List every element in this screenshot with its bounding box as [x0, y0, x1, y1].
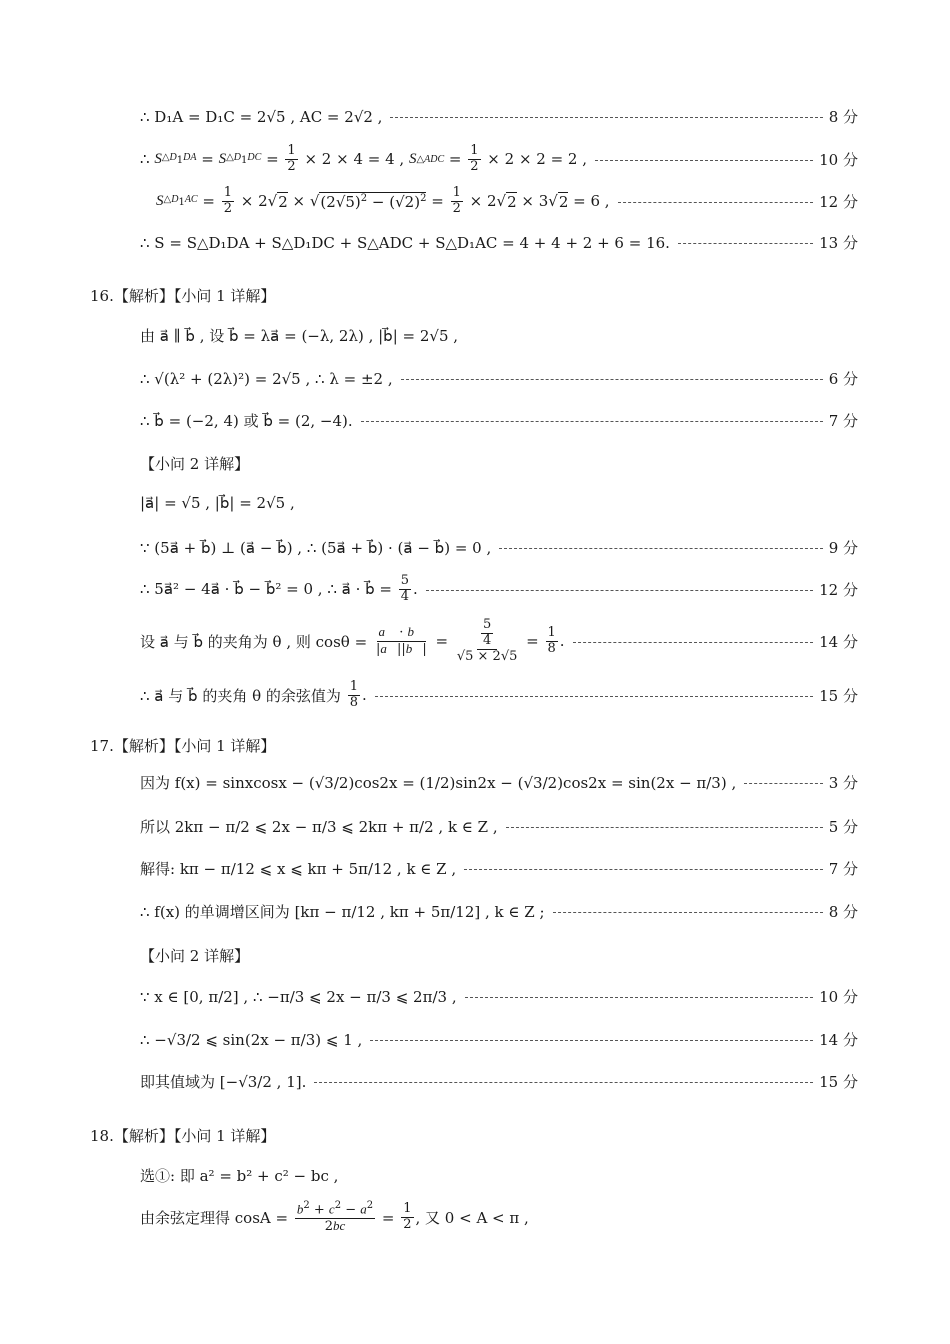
solution-line	[140, 232, 858, 253]
score-mark: 9 分	[828, 539, 858, 557]
solution-line	[140, 106, 858, 127]
solution-line	[140, 816, 858, 837]
dashed-leader	[465, 997, 814, 998]
math-expression: ∴ S $\triangle D_1DA$ = S $\triangle D_1DC$ = $\frac{1}{2}$ × 2 × 4 = 4 , S △ADC = $\frac{1}{2}$ × 2 × 2 = 2 ,	[140, 143, 588, 174]
score-mark: 15 分	[819, 686, 858, 705]
math-expression: |a⃗| = √5 , |b⃗| = 2√5 ,	[140, 494, 295, 512]
dashed-leader	[314, 1082, 813, 1083]
solution-line	[140, 1029, 858, 1050]
solution-line	[140, 574, 858, 605]
score-mark: 12 分	[819, 580, 858, 599]
solution-line	[140, 1165, 858, 1186]
solution-line	[140, 368, 858, 389]
math-expression: 因为 f(x) = sinxcosx − (√3/2)cos2x = (1/2)sin2x − (√3/2)cos2x = sin(2x − π/3) ,	[140, 774, 737, 792]
math-expression: ∴ b⃗ = (−2, 4) 或 b⃗ = (2, −4).	[140, 412, 353, 430]
math-expression: 解得: kπ − π/12 ⩽ x ⩽ kπ + 5π/12 , k ∈ Z ,	[140, 860, 457, 878]
math-expression: 选①: 即 a² = b² + c² − bc ,	[140, 1167, 339, 1185]
math-expression: ∴ f(x) 的单调增区间为 [kπ − π/12 , kπ + 5π/12] , k ∈ Z ;	[140, 903, 545, 921]
solution-line	[140, 1071, 858, 1092]
math-expression: 由余弦定理得 cosA = $\frac{b^2 + c^2 - a^2}{2bc}$ = $\frac{1}{2}$ , 又 0 < A < π ,	[140, 1200, 529, 1235]
solution-line	[140, 494, 858, 512]
subsection-heading: 【小问 2 详解】	[140, 947, 250, 965]
solution-line	[140, 410, 858, 431]
math-expression: ∴ D₁A = D₁C = 2√5 , AC = 2√2 ,	[140, 107, 383, 126]
section-heading: 18.【解析】【小问 1 详解】	[90, 1127, 276, 1145]
solution-line	[156, 186, 858, 217]
score-mark: 3 分	[828, 774, 858, 792]
dashed-leader	[553, 912, 823, 913]
subsection-heading: 【小问 2 详解】	[140, 455, 250, 473]
score-mark: 10 分	[819, 150, 858, 169]
solution-line	[140, 144, 858, 175]
score-mark: 12 分	[819, 192, 858, 211]
math-expression: 即其值域为 [−√3/2 , 1].	[140, 1073, 307, 1091]
score-mark: 15 分	[819, 1073, 858, 1091]
math-expression: 设 a⃗ 与 b⃗ 的夹角为 θ , 则 cosθ = $\frac{a⃗ \cdot b⃗}{|a⃗||b⃗|}$ = $\frac{\frac{5}{4}}{√5 \times 2√5}$ = $\frac{1}{8}$ .	[140, 617, 565, 664]
dashed-leader	[618, 202, 814, 203]
score-mark: 6 分	[828, 370, 858, 388]
dashed-leader	[401, 379, 823, 380]
score-mark: 5 分	[828, 818, 858, 836]
dashed-leader	[426, 590, 813, 591]
score-mark: 7 分	[828, 412, 858, 430]
section-heading: 17.【解析】【小问 1 详解】	[90, 737, 276, 755]
dashed-leader	[595, 160, 813, 161]
solution-line	[140, 325, 858, 346]
math-expression: ∵ x ∈ [0, π/2] , ∴ −π/3 ⩽ 2x − π/3 ⩽ 2π/3 ,	[140, 987, 457, 1006]
section-heading: 16.【解析】【小问 1 详解】	[90, 287, 276, 305]
dashed-leader	[744, 783, 822, 784]
math-expression: S $\triangle D_1AC$ = $\frac{1}{2}$ × 2√ 2 × √ $(2√5)^2 - (√2)^2$ = $\frac{1}{2}$ × 2√ 2 × 3√ 2 = 6 ,	[156, 185, 610, 216]
score-mark: 13 分	[819, 234, 858, 252]
math-expression: ∵ (5a⃗ + b⃗) ⊥ (a⃗ − b⃗) , ∴ (5a⃗ + b⃗) · (a⃗ − b⃗) = 0 ,	[140, 538, 492, 557]
math-expression: ∴ −√3/2 ⩽ sin(2x − π/3) ⩽ 1 ,	[140, 1030, 363, 1049]
dashed-leader	[361, 421, 823, 422]
solution-line	[140, 858, 858, 879]
dashed-leader	[390, 117, 822, 118]
math-expression: 由 a⃗ ∥ b⃗ , 设 b⃗ = λa⃗ = (−λ, 2λ) , |b⃗| = 2√5 ,	[140, 327, 459, 345]
dashed-leader	[573, 642, 814, 643]
math-expression: ∴ 5a⃗² − 4a⃗ · b⃗ − b⃗² = 0 , ∴ a⃗ · b⃗ = $\frac{5}{4}$ .	[140, 573, 418, 604]
score-mark: 7 分	[828, 860, 858, 878]
solution-line	[140, 537, 858, 558]
score-mark: 8 分	[828, 903, 858, 921]
solution-line	[140, 680, 858, 711]
score-mark: 14 分	[819, 1031, 858, 1049]
score-mark: 10 分	[819, 988, 858, 1006]
score-mark: 14 分	[819, 632, 858, 651]
score-mark: 8 分	[828, 108, 858, 126]
dashed-leader	[464, 869, 823, 870]
solution-line	[140, 901, 858, 922]
solution-line	[140, 986, 858, 1007]
solution-line	[140, 772, 858, 793]
math-expression: 所以 2kπ − π/2 ⩽ 2x − π/3 ⩽ 2kπ + π/2 , k ∈ Z ,	[140, 818, 498, 836]
math-expression: ∴ √(λ² + (2λ)²) = 2√5 , ∴ λ = ±2 ,	[140, 369, 393, 388]
math-expression: ∴ S = S△D₁DA + S△D₁DC + S△ADC + S△D₁AC = 4 + 4 + 2 + 6 = 16.	[140, 233, 670, 252]
solution-line	[140, 618, 858, 665]
solution-line	[140, 1200, 858, 1235]
dashed-leader	[499, 548, 822, 549]
dashed-leader	[370, 1040, 813, 1041]
dashed-leader	[375, 696, 813, 697]
dashed-leader	[506, 827, 823, 828]
dashed-leader	[678, 243, 813, 244]
math-expression: ∴ a⃗ 与 b⃗ 的夹角 θ 的余弦值为 $\frac{1}{8}$ .	[140, 679, 367, 710]
